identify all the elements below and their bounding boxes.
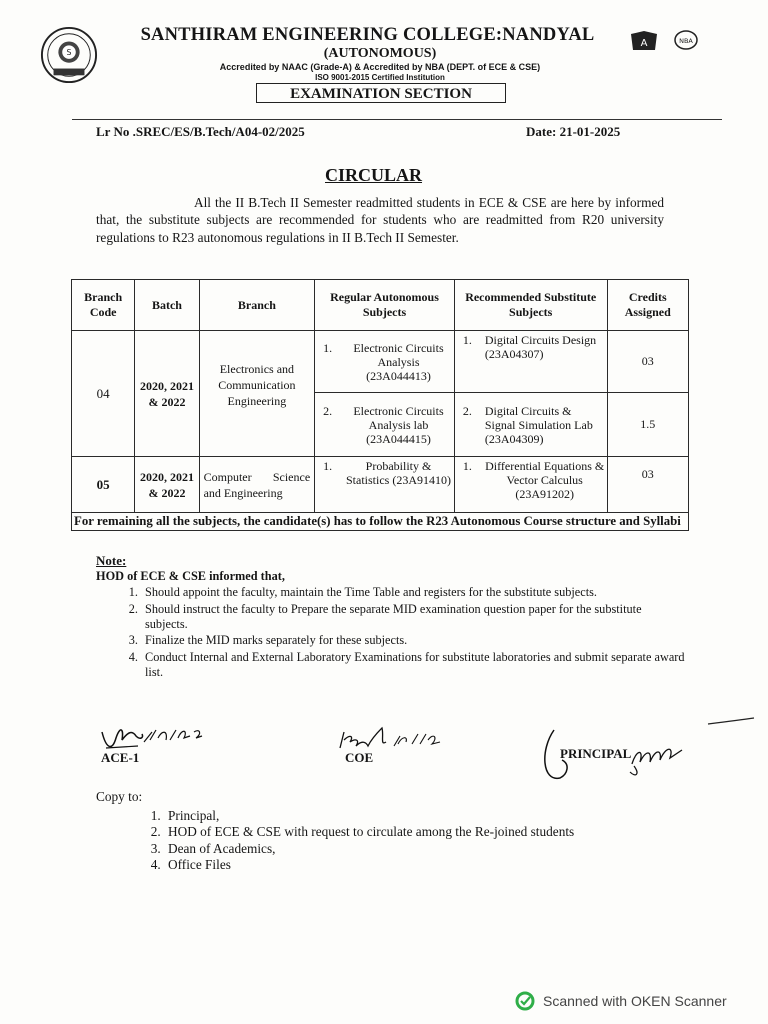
list-item: 4. Office Files [164,857,686,873]
header-branch-code: Branch Code [72,280,135,331]
circular-title: CIRCULAR [325,165,423,185]
substitute-subject: Digital Circuits & Signal Simulation Lab (23A04309) [484,403,593,446]
college-seal-logo [40,26,98,84]
header-regular-subjects: Regular Autonomous Subjects [315,280,455,331]
list-item: 4. Conduct Internal and External Laboratory Examinations for substitute laboratories and submit separate award list. [141,650,686,680]
copy-to-list [96,808,686,874]
branch-code-cell: 05 [72,457,135,513]
table-row [72,331,689,393]
table-row [72,457,689,513]
regular-subject-cell [315,331,455,393]
regular-subject: Electronic Circuits Analysis lab (23A044415) [353,403,444,446]
batch-cell: 2020, 2021 & 2022 [135,457,199,513]
autonomous-status: (AUTONOMOUS) [323,46,437,61]
table-footer-note: For remaining all the subjects, the candidate(s) has to follow the R23 Autonomous Course structure and Syllabi [72,513,689,531]
credits-cell: 1.5 [607,393,688,457]
note-list [96,585,686,682]
list-number: 2. [462,403,472,418]
list-item: 2. Should instruct the faculty to Prepare the separate MID examination question paper for the substitute subjects. [141,602,686,632]
list-item: 1. Should appoint the faculty, maintain the Time Table and registers for the substitute subjects. [141,585,686,600]
substitute-subjects-table [71,279,689,531]
substitute-subject: Differential Equations & Vector Calculus (23A91202) [485,459,605,501]
list-item: 3. Finalize the MID marks separately for these subjects. [141,633,686,648]
college-name: SANTHIRAM ENGINEERING COLLEGE:NANDYAL [140,25,595,45]
branch-cell: Computer Science and Engineering [199,457,315,513]
list-item: 2. HOD of ECE & CSE with request to circulate among the Re-joined students [164,824,686,840]
letter-reference: Lr No .SREC/ES/B.Tech/A04-02/2025 [96,124,305,139]
nba-badge-icon [674,30,698,50]
header-divider [72,119,722,120]
principal-signature-label: PRINCIPAL [560,746,632,761]
header-batch: Batch [135,280,199,331]
table-footer-row [72,513,689,531]
oken-scanner-icon [515,991,535,1011]
ace-signature-label: ACE-1 [101,750,140,765]
header-substitute-subjects: Recommended Substitute Subjects [454,280,607,331]
scanner-watermark-text: Scanned with OKEN Scanner [543,993,727,1009]
coe-signature-label: COE [345,750,374,765]
regular-subject: Probability & Statistics (23A91410) [345,459,451,487]
letter-date: Date: 21-01-2025 [526,124,621,139]
list-number: 1. [323,459,333,473]
batch-cell: 2020, 2021 & 2022 [135,331,199,457]
iso-certification: ISO 9001-2015 Certified Institution [315,73,445,82]
header-branch: Branch [199,280,315,331]
substitute-subject: Digital Circuits Design (23A04307) [484,333,597,361]
scanner-watermark [515,990,727,1012]
copy-to-heading: Copy to: [96,789,143,804]
examination-section-box: EXAMINATION SECTION [256,83,506,103]
list-number: 2. [323,403,333,418]
list-number: 1. [462,459,472,473]
branch-code-cell: 04 [72,331,135,457]
substitute-subject-cell [454,331,607,393]
note-heading: Note: [96,553,127,568]
note-intro: HOD of ECE & CSE informed that, [96,569,285,583]
credits-cell: 03 [607,331,688,393]
substitute-subject-cell [454,457,607,513]
regular-subject-cell [315,393,455,457]
credits-cell: 03 [607,457,688,513]
svg-text:NBA: NBA [679,37,693,45]
branch-cell: Electronics and Communication Engineering [199,331,315,457]
regular-subject: Electronic Circuits Analysis (23A044413) [353,340,444,383]
list-item: 3. Dean of Academics, [164,841,686,857]
list-item: 1. Principal, [164,808,686,824]
header-credits: Credits Assigned [607,280,688,331]
substitute-subject-cell [454,393,607,457]
pen-stroke-mark [706,714,756,728]
regular-subject-cell [315,457,455,513]
list-number: 1. [462,333,472,347]
list-number: 1. [323,340,333,355]
circular-body: All the II B.Tech II Semester readmitted students in ECE & CSE are here by informed that, the substitute subjects are recommended for students who are readmitted from R20 university regulations to R23 autonomous regulations in II B.Tech II Semester. [96,195,664,245]
svg-text:S: S [66,48,72,58]
svg-text:A: A [640,38,648,49]
table-header-row [72,280,689,331]
accreditation-line: Accredited by NAAC (Grade-A) & Accredited by NBA (DEPT. of ECE & CSE) [219,62,541,72]
